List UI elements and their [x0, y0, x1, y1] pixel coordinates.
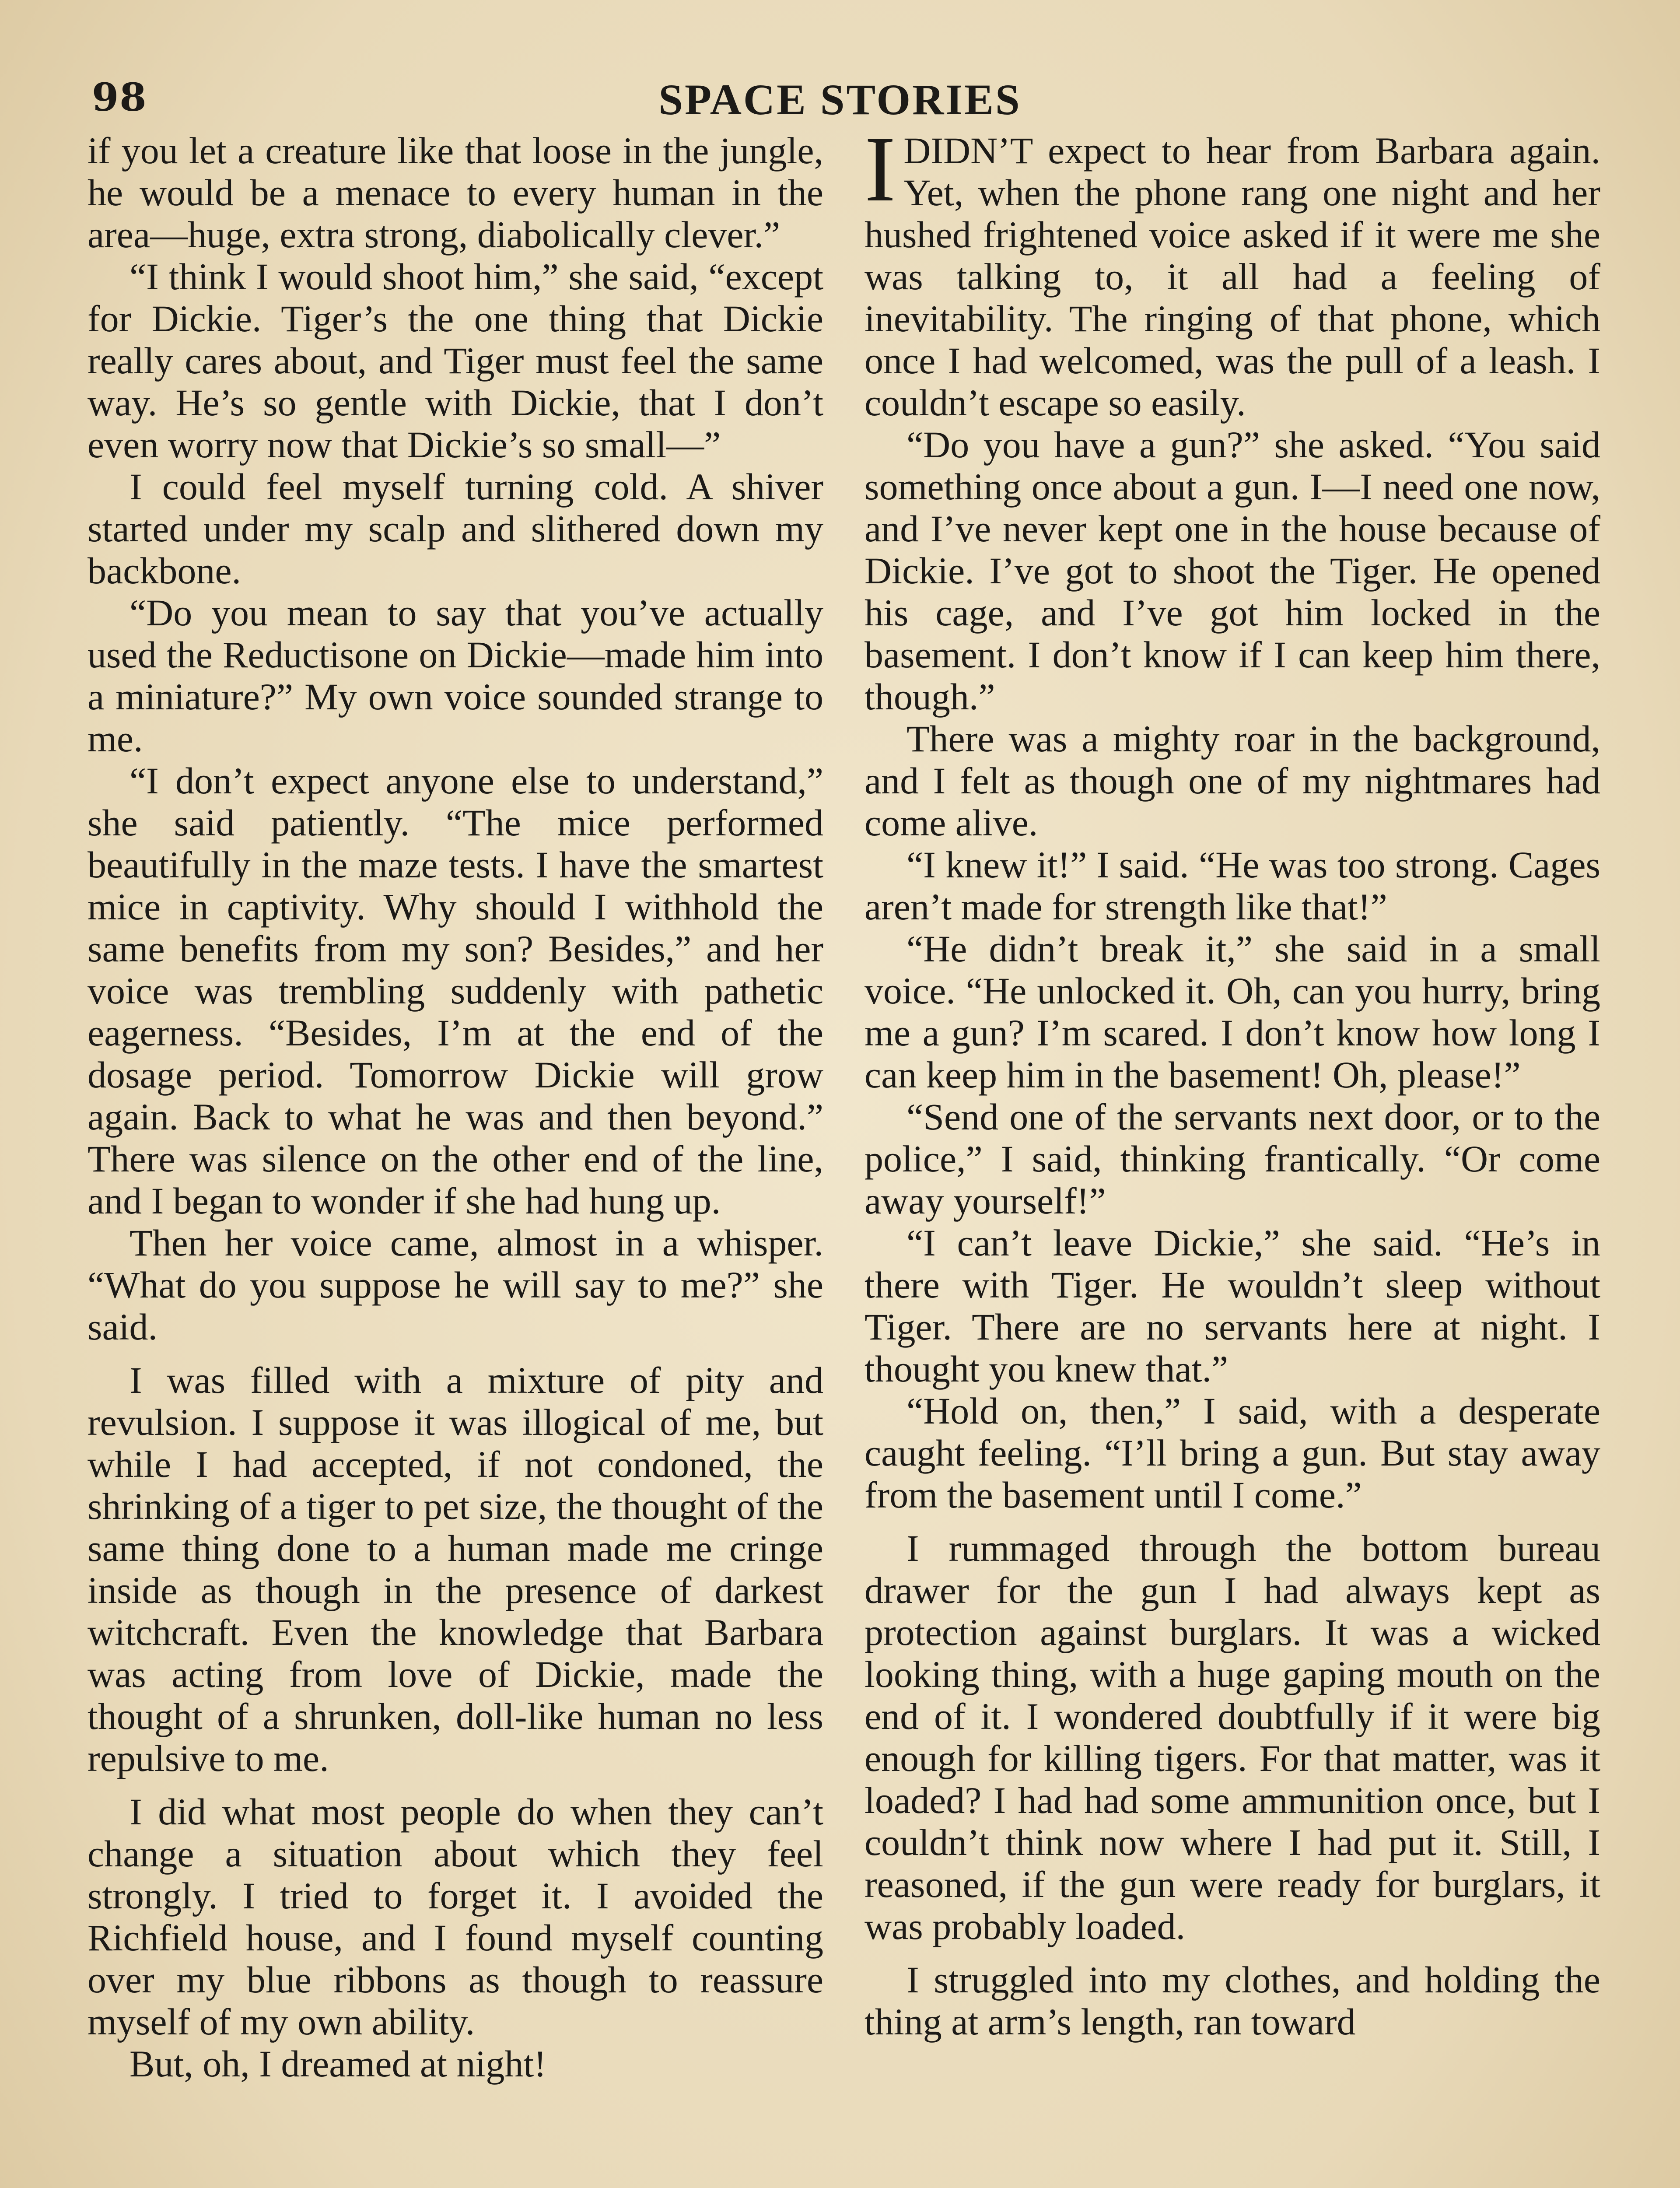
paragraph: I struggled into my clothes, and holding the thing at arm’s length, ran toward — [864, 1959, 1600, 2043]
drop-cap: I — [864, 117, 896, 221]
left-text-column — [88, 130, 823, 2085]
opening-paragraph — [864, 117, 1600, 424]
paragraph: “I knew it!” I said. “He was too strong. Cages aren’t made for strength like that!” — [864, 844, 1600, 928]
paragraph: “He didn’t break it,” she said in a small voice. “He unlocked it. Oh, can you hurry, bring me a gun? I’m scared. I don’t know how long I can keep him in the basement! Oh, please!” — [864, 928, 1600, 1096]
paragraph: I could feel myself turning cold. A shiver started under my scalp and slithered down my backbone. — [88, 466, 823, 592]
paragraph: I did what most people do when they can’t change a situation about which they feel strongly. I tried to forget it. I avoided the Richfield house, and I found myself counting over my blue ribbons as though to reassure myself of my own ability. — [88, 1791, 823, 2043]
paragraph: “Hold on, then,” I said, with a desperate caught feeling. “I’ll bring a gun. But stay away from the basement until I come.” — [864, 1390, 1600, 1516]
paragraph: There was a mighty roar in the background, and I felt as though one of my nightmares had come alive. — [864, 718, 1600, 844]
paragraph: But, oh, I dreamed at night! — [130, 2043, 546, 2085]
paragraph: “I think I would shoot him,” she said, “except for Dickie. Tiger’s the one thing that Dickie really cares about, and Tiger must feel the same way. He’s so gentle with Dickie, that I don’t even worry now that Dickie’s so small—” — [88, 256, 823, 466]
right-text-column — [864, 117, 1600, 2043]
paragraph: “I don’t expect anyone else to understand,” she said patiently. “The mice performed beautifully in the maze tests. I have the smartest mice in captivity. Why should I withhold the same benefits from my son? Besides,” and her voice was trembling suddenly with pathetic eagerness. “Besides, I’m at the end of the dosage period. Tomorrow Dickie will grow again. Back to what he was and then beyond.” There was silence on the other end of the line, and I began to wonder if she had hung up. — [88, 760, 823, 1222]
paragraph: “Do you have a gun?” she asked. “You said something once about a gun. I—I need one now, and I’ve never kept one in the house because of Dickie. I’ve got to shoot the Tiger. He opened his cage, and I’ve got him locked in the basement. I don’t know if I can keep him there, though.” — [864, 424, 1600, 718]
paragraph: “Do you mean to say that you’ve actually used the Reductisone on Dickie—made him into a miniature?” My own voice sounded strange to me. — [88, 592, 823, 760]
paragraph: if you let a creature like that loose in the jungle, he would be a menace to every human in the area—huge, extra strong, diabolically clever.” — [88, 130, 823, 256]
page-number: 98 — [92, 74, 147, 120]
page-header — [92, 74, 1588, 136]
paragraph: “Send one of the servants next door, or to the police,” I said, thinking frantically. “Or come away yourself!” — [864, 1096, 1600, 1222]
paragraph: “I can’t leave Dickie,” she said. “He’s in there with Tiger. He wouldn’t sleep without Tiger. There are no servants here at night. I thought you knew that.” — [864, 1222, 1600, 1390]
paragraph: Then her voice came, almost in a whisper. “What do you suppose he will say to me?” she said. — [88, 1222, 823, 1348]
magazine-title: SPACE STORIES — [658, 75, 1022, 124]
paragraph: I was filled with a mixture of pity and revulsion. I suppose it was illogical of me, but while I had accepted, if not condoned, the shrinking of a tiger to pet size, the thought of the same thing done to a human made me cringe inside as though in the presence of darkest witchcraft. Even the knowledge that Barbara was acting from love of Dickie, made the thought of a shrunken, doll-like human no less repulsive to me. — [88, 1359, 823, 1779]
paragraph: I rummaged through the bottom bureau drawer for the gun I had always kept as protection against burglars. It was a wicked looking thing, with a huge gaping mouth on the end of it. I wondered doubtfully if it were big enough for killing tigers. For that matter, was it loaded? I had had some ammunition once, but I couldn’t think now where I had put it. Still, I reasoned, if the gun were ready for burglars, it was probably loaded. — [864, 1527, 1600, 1947]
opening-paragraph-text: DIDN’T expect to hear from Barbara again. Yet, when the phone rang one night and her hushed frightened voice asked if it were me she was talking to, it all had a feeling of inevitability. The ringing of that phone, which once I had welcomed, was the pull of a leash. I couldn’t escape so easily. — [864, 130, 1600, 424]
